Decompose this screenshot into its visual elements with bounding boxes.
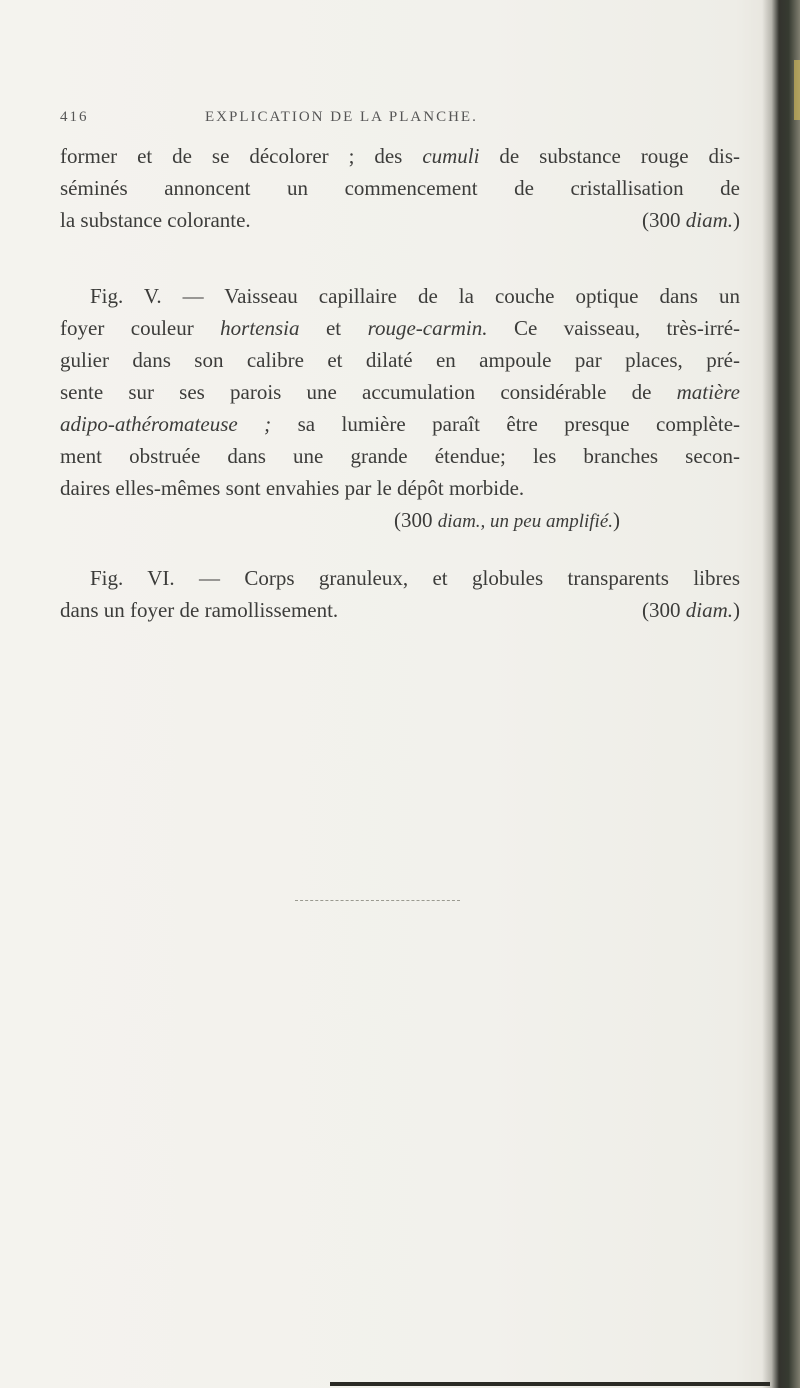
- running-title: EXPLICATION DE LA PLANCHE.: [205, 109, 478, 125]
- page-header: [60, 109, 740, 131]
- text-line: sente sur ses parois une accumulation considérable de matière: [60, 380, 740, 404]
- figure-caption-line: Fig. V. — Vaisseau capillaire de la couche optique dans un: [90, 284, 740, 308]
- text-line: adipo-athéromateuse ; sa lumière paraît être presque complète-: [60, 412, 741, 436]
- text-line: séminés annoncent un commencement de cristallisation de: [60, 176, 740, 200]
- text-line: gulier dans son calibre et dilaté en ampoule par places, pré-: [60, 348, 740, 372]
- page-edge-stain: [794, 60, 800, 120]
- figure-caption-line: Fig. VI. — Corps granuleux, et globules transparents libres: [90, 566, 740, 590]
- magnification-ref: (300 diam.): [642, 208, 740, 232]
- magnification-ref: (300 diam., un peu amplifié.): [394, 508, 620, 532]
- paragraph-3: [60, 562, 740, 626]
- text-line: daires elles-mêmes sont envahies par le dépôt morbide.: [60, 476, 525, 500]
- page-bottom-edge: [330, 1382, 770, 1386]
- paragraph-2: [60, 280, 740, 536]
- paragraph-1: [60, 140, 740, 236]
- text-line: former et de se décolorer ; des cumuli de substance rouge dis-: [60, 144, 741, 168]
- text-line: foyer couleur hortensia et rouge-carmin. Ce vaisseau, très-irré-: [60, 316, 741, 340]
- text-line: la substance colorante. (300 diam.): [60, 204, 740, 236]
- faint-bleed-through-line: [295, 900, 460, 901]
- page-number: 416: [60, 109, 89, 125]
- magnification-ref: (300 diam.): [642, 598, 740, 622]
- text-line: dans un foyer de ramollissement. (300 diam.): [60, 594, 740, 626]
- page-binding-edge: [762, 0, 800, 1388]
- text-line: ment obstruée dans une grande étendue; les branches secon-: [60, 444, 740, 468]
